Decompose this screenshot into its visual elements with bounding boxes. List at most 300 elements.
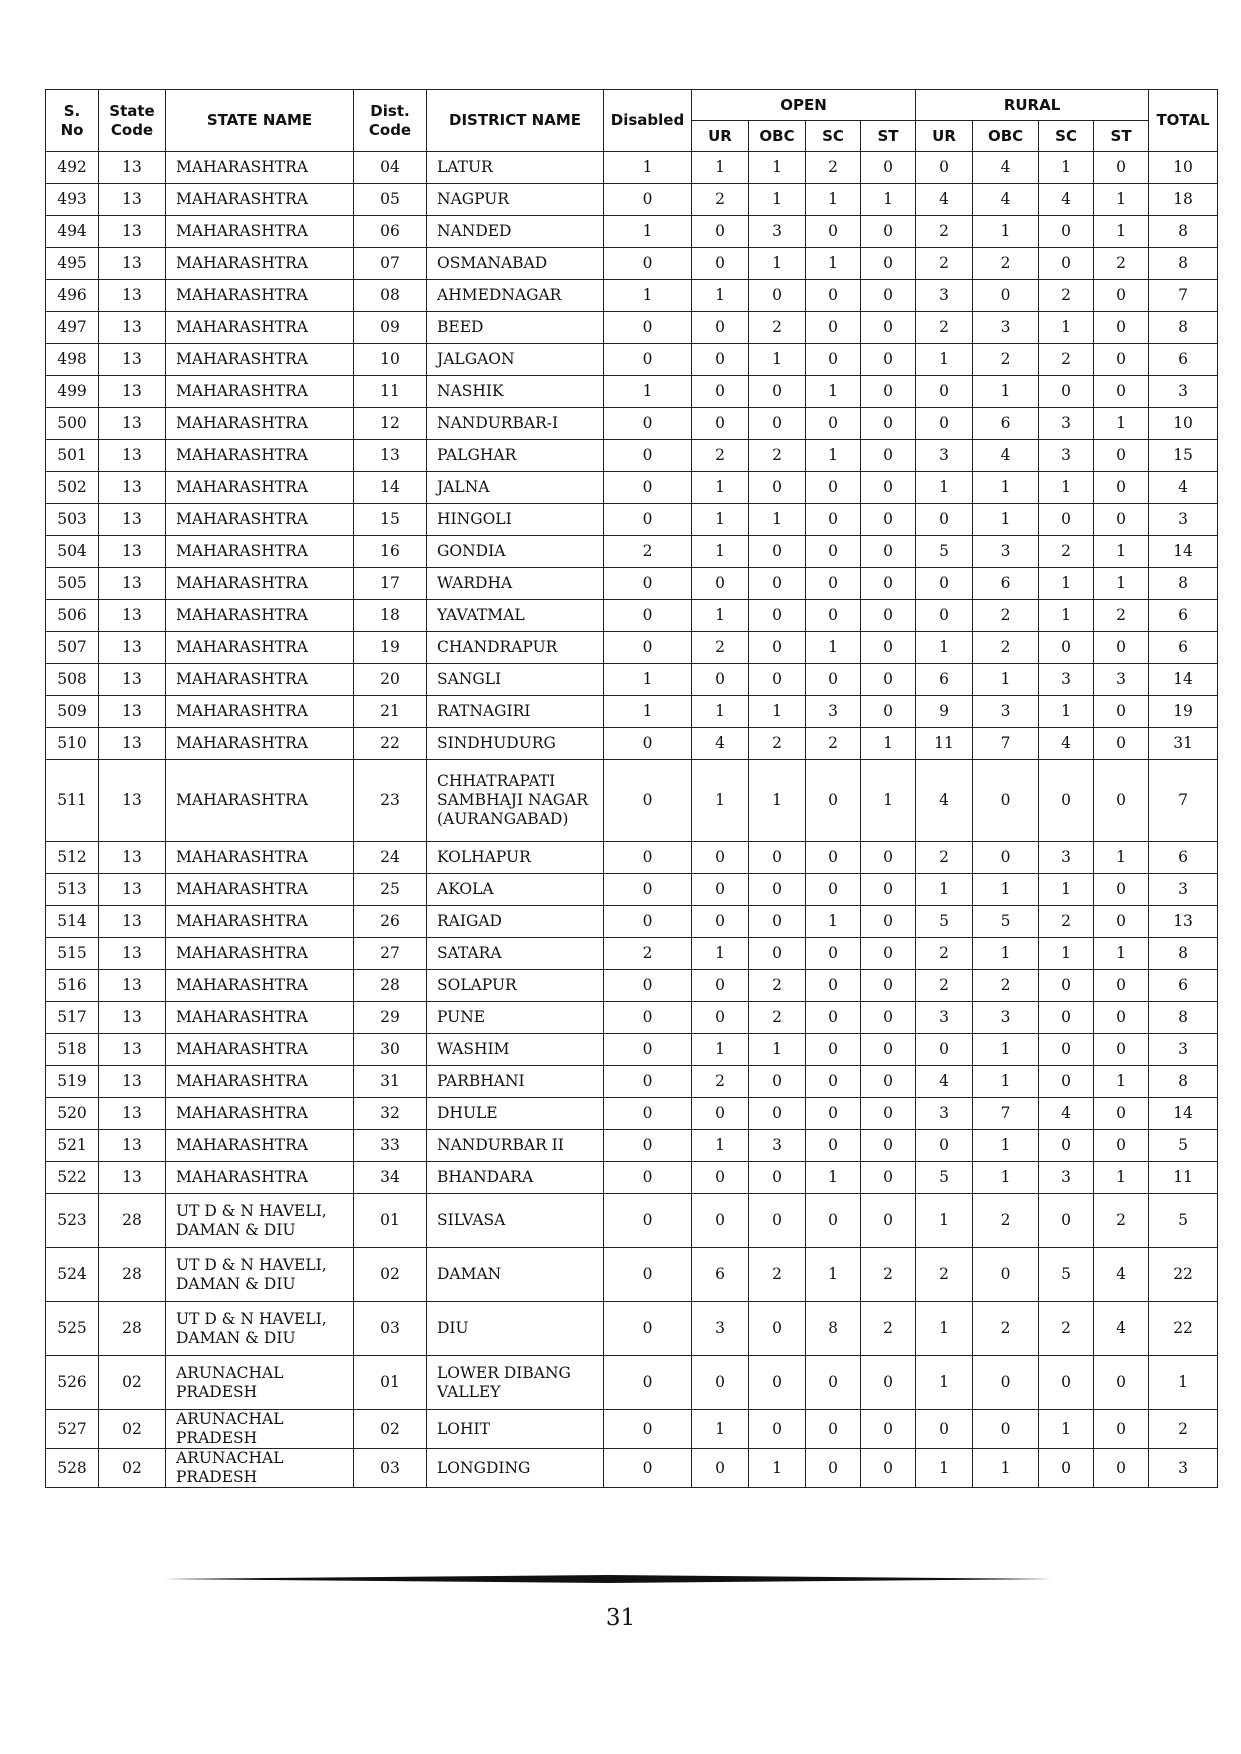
cell-open-obc: 1 xyxy=(749,152,806,184)
cell-dist-code: 11 xyxy=(354,376,427,408)
cell-disabled: 0 xyxy=(604,970,692,1002)
cell-open-ur: 1 xyxy=(692,280,749,312)
cell-open-ur: 1 xyxy=(692,472,749,504)
cell-state-name: UT D & N HAVELI, DAMAN & DIU xyxy=(166,1248,354,1302)
cell-dist-code: 33 xyxy=(354,1130,427,1162)
cell-state-name: MAHARASHTRA xyxy=(166,472,354,504)
cell-state-name: MAHARASHTRA xyxy=(166,1002,354,1034)
cell-state-name: MAHARASHTRA xyxy=(166,248,354,280)
cell-open-sc: 0 xyxy=(806,1098,861,1130)
cell-open-ur: 1 xyxy=(692,1130,749,1162)
cell-sno: 516 xyxy=(46,970,99,1002)
cell-sno: 507 xyxy=(46,632,99,664)
cell-rural-obc: 4 xyxy=(973,184,1039,216)
cell-rural-obc: 1 xyxy=(973,504,1039,536)
cell-rural-obc: 5 xyxy=(973,906,1039,938)
cell-open-sc: 8 xyxy=(806,1302,861,1356)
cell-disabled: 1 xyxy=(604,696,692,728)
cell-rural-sc: 5 xyxy=(1039,1248,1094,1302)
cell-open-obc: 0 xyxy=(749,600,806,632)
cell-dist-code: 07 xyxy=(354,248,427,280)
cell-state-code: 13 xyxy=(99,1034,166,1066)
cell-sno: 509 xyxy=(46,696,99,728)
cell-total: 4 xyxy=(1149,472,1218,504)
cell-rural-obc: 1 xyxy=(973,472,1039,504)
cell-open-st: 0 xyxy=(861,1410,916,1449)
cell-open-sc: 0 xyxy=(806,1410,861,1449)
cell-total: 11 xyxy=(1149,1162,1218,1194)
cell-open-st: 0 xyxy=(861,344,916,376)
cell-disabled: 0 xyxy=(604,1098,692,1130)
cell-rural-ur: 3 xyxy=(916,1002,973,1034)
cell-state-name: MAHARASHTRA xyxy=(166,1130,354,1162)
cell-total: 8 xyxy=(1149,568,1218,600)
cell-district-name: NASHIK xyxy=(427,376,604,408)
cell-rural-st: 3 xyxy=(1094,664,1149,696)
cell-disabled: 0 xyxy=(604,600,692,632)
cell-total: 5 xyxy=(1149,1194,1218,1248)
cell-district-name: HINGOLI xyxy=(427,504,604,536)
table-row xyxy=(46,1034,1218,1066)
cell-total: 8 xyxy=(1149,312,1218,344)
cell-disabled: 0 xyxy=(604,408,692,440)
cell-rural-obc: 4 xyxy=(973,440,1039,472)
table-row xyxy=(46,344,1218,376)
cell-dist-code: 32 xyxy=(354,1098,427,1130)
cell-state-code: 13 xyxy=(99,216,166,248)
cell-open-obc: 1 xyxy=(749,1449,806,1488)
cell-rural-ur: 0 xyxy=(916,568,973,600)
cell-open-ur: 1 xyxy=(692,760,749,842)
cell-state-code: 13 xyxy=(99,536,166,568)
cell-open-sc: 0 xyxy=(806,664,861,696)
cell-state-code: 13 xyxy=(99,568,166,600)
cell-state-code: 02 xyxy=(99,1449,166,1488)
cell-dist-code: 08 xyxy=(354,280,427,312)
cell-rural-obc: 0 xyxy=(973,1248,1039,1302)
cell-sno: 521 xyxy=(46,1130,99,1162)
cell-dist-code: 02 xyxy=(354,1410,427,1449)
cell-rural-ur: 0 xyxy=(916,408,973,440)
cell-rural-sc: 0 xyxy=(1039,1130,1094,1162)
cell-rural-sc: 2 xyxy=(1039,906,1094,938)
cell-sno: 517 xyxy=(46,1002,99,1034)
cell-dist-code: 01 xyxy=(354,1194,427,1248)
cell-state-code: 28 xyxy=(99,1302,166,1356)
cell-open-obc: 3 xyxy=(749,216,806,248)
cell-rural-sc: 3 xyxy=(1039,842,1094,874)
cell-rural-ur: 2 xyxy=(916,938,973,970)
cell-open-st: 0 xyxy=(861,440,916,472)
cell-sno: 504 xyxy=(46,536,99,568)
cell-state-name: MAHARASHTRA xyxy=(166,874,354,906)
cell-open-obc: 1 xyxy=(749,344,806,376)
cell-district-name: PALGHAR xyxy=(427,440,604,472)
cell-rural-st: 4 xyxy=(1094,1302,1149,1356)
cell-open-st: 0 xyxy=(861,216,916,248)
cell-state-name: MAHARASHTRA xyxy=(166,1162,354,1194)
cell-disabled: 0 xyxy=(604,760,692,842)
cell-district-name: BHANDARA xyxy=(427,1162,604,1194)
header-rural: RURAL xyxy=(916,90,1149,121)
table-row xyxy=(46,600,1218,632)
cell-rural-sc: 3 xyxy=(1039,1162,1094,1194)
cell-state-name: MAHARASHTRA xyxy=(166,216,354,248)
cell-dist-code: 18 xyxy=(354,600,427,632)
cell-open-st: 2 xyxy=(861,1302,916,1356)
cell-rural-sc: 1 xyxy=(1039,152,1094,184)
cell-disabled: 0 xyxy=(604,472,692,504)
cell-rural-sc: 0 xyxy=(1039,1356,1094,1410)
cell-open-ur: 0 xyxy=(692,408,749,440)
cell-rural-obc: 1 xyxy=(973,216,1039,248)
district-vacancy-table xyxy=(45,89,1218,1488)
cell-sno: 510 xyxy=(46,728,99,760)
cell-state-name: UT D & N HAVELI, DAMAN & DIU xyxy=(166,1194,354,1248)
cell-rural-ur: 0 xyxy=(916,152,973,184)
cell-state-name: MAHARASHTRA xyxy=(166,1098,354,1130)
cell-rural-ur: 2 xyxy=(916,1248,973,1302)
cell-dist-code: 12 xyxy=(354,408,427,440)
cell-rural-st: 1 xyxy=(1094,408,1149,440)
cell-disabled: 0 xyxy=(604,1034,692,1066)
cell-rural-obc: 3 xyxy=(973,696,1039,728)
cell-sno: 526 xyxy=(46,1356,99,1410)
cell-total: 14 xyxy=(1149,1098,1218,1130)
cell-rural-obc: 1 xyxy=(973,1066,1039,1098)
cell-open-obc: 2 xyxy=(749,1248,806,1302)
cell-rural-sc: 2 xyxy=(1039,344,1094,376)
table-row xyxy=(46,472,1218,504)
cell-open-st: 0 xyxy=(861,1162,916,1194)
table-row xyxy=(46,184,1218,216)
cell-open-ur: 1 xyxy=(692,536,749,568)
cell-sno: 523 xyxy=(46,1194,99,1248)
cell-open-sc: 0 xyxy=(806,216,861,248)
cell-rural-st: 2 xyxy=(1094,600,1149,632)
cell-rural-sc: 0 xyxy=(1039,1194,1094,1248)
cell-open-obc: 2 xyxy=(749,312,806,344)
cell-rural-ur: 0 xyxy=(916,504,973,536)
cell-district-name: RAIGAD xyxy=(427,906,604,938)
table-row xyxy=(46,536,1218,568)
cell-state-name: ARUNACHAL PRADESH xyxy=(166,1410,354,1449)
cell-open-st: 0 xyxy=(861,1034,916,1066)
cell-state-name: MAHARASHTRA xyxy=(166,696,354,728)
cell-total: 8 xyxy=(1149,248,1218,280)
cell-disabled: 1 xyxy=(604,376,692,408)
cell-rural-ur: 3 xyxy=(916,1098,973,1130)
cell-rural-st: 0 xyxy=(1094,1410,1149,1449)
cell-rural-obc: 1 xyxy=(973,1034,1039,1066)
cell-total: 10 xyxy=(1149,152,1218,184)
cell-open-sc: 1 xyxy=(806,184,861,216)
cell-open-obc: 2 xyxy=(749,1002,806,1034)
table-row xyxy=(46,568,1218,600)
cell-total: 22 xyxy=(1149,1302,1218,1356)
cell-open-sc: 0 xyxy=(806,1356,861,1410)
cell-open-ur: 0 xyxy=(692,312,749,344)
cell-state-code: 13 xyxy=(99,376,166,408)
table-row xyxy=(46,842,1218,874)
cell-open-ur: 2 xyxy=(692,440,749,472)
cell-rural-sc: 0 xyxy=(1039,760,1094,842)
cell-disabled: 0 xyxy=(604,344,692,376)
cell-rural-ur: 6 xyxy=(916,664,973,696)
cell-disabled: 0 xyxy=(604,1130,692,1162)
cell-state-name: MAHARASHTRA xyxy=(166,376,354,408)
cell-district-name: NANDURBAR-I xyxy=(427,408,604,440)
page-number: 31 xyxy=(605,1605,636,1631)
table-row xyxy=(46,760,1218,842)
cell-total: 3 xyxy=(1149,1449,1218,1488)
cell-open-ur: 1 xyxy=(692,1410,749,1449)
cell-rural-ur: 3 xyxy=(916,280,973,312)
header-total: TOTAL xyxy=(1149,90,1218,152)
cell-open-st: 1 xyxy=(861,184,916,216)
cell-open-ur: 2 xyxy=(692,1066,749,1098)
cell-disabled: 0 xyxy=(604,1002,692,1034)
cell-rural-obc: 1 xyxy=(973,376,1039,408)
cell-total: 6 xyxy=(1149,970,1218,1002)
header-disabled: Disabled xyxy=(604,90,692,152)
table-row xyxy=(46,280,1218,312)
cell-rural-ur: 1 xyxy=(916,472,973,504)
header-rural-st: ST xyxy=(1094,121,1149,152)
cell-sno: 528 xyxy=(46,1449,99,1488)
cell-state-name: MAHARASHTRA xyxy=(166,728,354,760)
cell-open-obc: 0 xyxy=(749,1302,806,1356)
cell-open-obc: 1 xyxy=(749,248,806,280)
cell-open-ur: 0 xyxy=(692,970,749,1002)
cell-open-obc: 0 xyxy=(749,842,806,874)
cell-open-obc: 0 xyxy=(749,906,806,938)
cell-district-name: SANGLI xyxy=(427,664,604,696)
cell-dist-code: 25 xyxy=(354,874,427,906)
cell-open-obc: 1 xyxy=(749,504,806,536)
cell-dist-code: 15 xyxy=(354,504,427,536)
cell-disabled: 1 xyxy=(604,664,692,696)
cell-open-ur: 0 xyxy=(692,216,749,248)
cell-dist-code: 17 xyxy=(354,568,427,600)
cell-rural-ur: 1 xyxy=(916,1449,973,1488)
cell-district-name: JALGAON xyxy=(427,344,604,376)
cell-open-st: 0 xyxy=(861,1449,916,1488)
cell-state-name: MAHARASHTRA xyxy=(166,664,354,696)
table-row xyxy=(46,376,1218,408)
cell-state-name: MAHARASHTRA xyxy=(166,504,354,536)
cell-dist-code: 02 xyxy=(354,1248,427,1302)
cell-district-name: NANDED xyxy=(427,216,604,248)
cell-rural-st: 0 xyxy=(1094,1130,1149,1162)
cell-sno: 527 xyxy=(46,1410,99,1449)
cell-rural-obc: 1 xyxy=(973,938,1039,970)
cell-rural-obc: 2 xyxy=(973,344,1039,376)
cell-rural-sc: 2 xyxy=(1039,280,1094,312)
cell-state-name: MAHARASHTRA xyxy=(166,152,354,184)
cell-dist-code: 34 xyxy=(354,1162,427,1194)
cell-total: 1 xyxy=(1149,1356,1218,1410)
cell-rural-ur: 0 xyxy=(916,376,973,408)
cell-dist-code: 05 xyxy=(354,184,427,216)
cell-sno: 524 xyxy=(46,1248,99,1302)
cell-open-ur: 1 xyxy=(692,600,749,632)
cell-disabled: 0 xyxy=(604,1194,692,1248)
cell-rural-sc: 1 xyxy=(1039,568,1094,600)
cell-disabled: 0 xyxy=(604,1449,692,1488)
cell-disabled: 0 xyxy=(604,1302,692,1356)
cell-district-name: PUNE xyxy=(427,1002,604,1034)
cell-rural-st: 0 xyxy=(1094,440,1149,472)
cell-total: 3 xyxy=(1149,1034,1218,1066)
cell-sno: 499 xyxy=(46,376,99,408)
cell-rural-st: 0 xyxy=(1094,970,1149,1002)
cell-open-st: 1 xyxy=(861,760,916,842)
cell-state-code: 13 xyxy=(99,472,166,504)
cell-rural-sc: 1 xyxy=(1039,600,1094,632)
cell-district-name: DAMAN xyxy=(427,1248,604,1302)
cell-rural-sc: 1 xyxy=(1039,696,1094,728)
cell-open-sc: 2 xyxy=(806,152,861,184)
cell-dist-code: 10 xyxy=(354,344,427,376)
cell-state-code: 13 xyxy=(99,408,166,440)
cell-rural-obc: 3 xyxy=(973,312,1039,344)
cell-open-obc: 2 xyxy=(749,440,806,472)
cell-open-ur: 2 xyxy=(692,632,749,664)
cell-open-ur: 0 xyxy=(692,1098,749,1130)
cell-open-obc: 1 xyxy=(749,760,806,842)
cell-rural-ur: 0 xyxy=(916,1130,973,1162)
cell-state-code: 13 xyxy=(99,152,166,184)
cell-open-st: 0 xyxy=(861,504,916,536)
cell-open-obc: 0 xyxy=(749,536,806,568)
cell-open-ur: 0 xyxy=(692,906,749,938)
cell-rural-st: 0 xyxy=(1094,152,1149,184)
cell-dist-code: 27 xyxy=(354,938,427,970)
cell-total: 5 xyxy=(1149,1130,1218,1162)
cell-state-code: 13 xyxy=(99,344,166,376)
header-sno: S. No xyxy=(46,90,99,152)
cell-rural-ur: 2 xyxy=(916,248,973,280)
cell-open-st: 0 xyxy=(861,408,916,440)
cell-rural-st: 0 xyxy=(1094,1449,1149,1488)
cell-open-sc: 1 xyxy=(806,632,861,664)
cell-open-obc: 1 xyxy=(749,1034,806,1066)
cell-state-name: MAHARASHTRA xyxy=(166,970,354,1002)
cell-open-sc: 0 xyxy=(806,600,861,632)
cell-rural-obc: 1 xyxy=(973,1130,1039,1162)
cell-open-obc: 0 xyxy=(749,1356,806,1410)
cell-open-st: 0 xyxy=(861,1130,916,1162)
cell-rural-ur: 1 xyxy=(916,1356,973,1410)
cell-district-name: KOLHAPUR xyxy=(427,842,604,874)
cell-dist-code: 28 xyxy=(354,970,427,1002)
cell-rural-sc: 4 xyxy=(1039,728,1094,760)
header-open-obc: OBC xyxy=(749,121,806,152)
cell-disabled: 0 xyxy=(604,906,692,938)
cell-rural-st: 0 xyxy=(1094,312,1149,344)
cell-total: 8 xyxy=(1149,938,1218,970)
table-row xyxy=(46,248,1218,280)
cell-open-sc: 0 xyxy=(806,280,861,312)
cell-state-code: 13 xyxy=(99,760,166,842)
table-row xyxy=(46,1130,1218,1162)
cell-state-name: MAHARASHTRA xyxy=(166,906,354,938)
cell-rural-sc: 0 xyxy=(1039,1449,1094,1488)
cell-disabled: 0 xyxy=(604,842,692,874)
cell-open-st: 0 xyxy=(861,1002,916,1034)
cell-district-name: BEED xyxy=(427,312,604,344)
cell-state-name: MAHARASHTRA xyxy=(166,568,354,600)
cell-rural-ur: 11 xyxy=(916,728,973,760)
cell-sno: 513 xyxy=(46,874,99,906)
cell-open-obc: 0 xyxy=(749,568,806,600)
cell-open-st: 0 xyxy=(861,1098,916,1130)
cell-rural-obc: 3 xyxy=(973,536,1039,568)
cell-rural-st: 0 xyxy=(1094,906,1149,938)
cell-rural-obc: 2 xyxy=(973,600,1039,632)
cell-open-st: 0 xyxy=(861,1066,916,1098)
cell-district-name: SOLAPUR xyxy=(427,970,604,1002)
table-row xyxy=(46,1002,1218,1034)
table-row xyxy=(46,312,1218,344)
cell-state-code: 13 xyxy=(99,664,166,696)
cell-rural-sc: 3 xyxy=(1039,664,1094,696)
cell-dist-code: 31 xyxy=(354,1066,427,1098)
cell-rural-st: 0 xyxy=(1094,1098,1149,1130)
cell-rural-st: 2 xyxy=(1094,248,1149,280)
cell-open-ur: 1 xyxy=(692,1034,749,1066)
cell-open-ur: 0 xyxy=(692,842,749,874)
cell-district-name: NAGPUR xyxy=(427,184,604,216)
cell-open-ur: 1 xyxy=(692,696,749,728)
cell-rural-st: 1 xyxy=(1094,1066,1149,1098)
cell-open-st: 1 xyxy=(861,728,916,760)
cell-open-ur: 0 xyxy=(692,344,749,376)
cell-open-sc: 0 xyxy=(806,970,861,1002)
cell-open-ur: 3 xyxy=(692,1302,749,1356)
cell-district-name: WASHIM xyxy=(427,1034,604,1066)
cell-district-name: DHULE xyxy=(427,1098,604,1130)
cell-district-name: OSMANABAD xyxy=(427,248,604,280)
cell-open-obc: 0 xyxy=(749,664,806,696)
cell-rural-st: 1 xyxy=(1094,536,1149,568)
cell-total: 15 xyxy=(1149,440,1218,472)
cell-open-ur: 0 xyxy=(692,248,749,280)
cell-open-st: 0 xyxy=(861,938,916,970)
table-row xyxy=(46,938,1218,970)
cell-open-obc: 3 xyxy=(749,1130,806,1162)
cell-open-st: 0 xyxy=(861,248,916,280)
cell-disabled: 0 xyxy=(604,1248,692,1302)
cell-disabled: 0 xyxy=(604,568,692,600)
table-row xyxy=(46,1248,1218,1302)
cell-rural-obc: 4 xyxy=(973,152,1039,184)
cell-rural-sc: 1 xyxy=(1039,312,1094,344)
cell-rural-obc: 0 xyxy=(973,1410,1039,1449)
cell-dist-code: 06 xyxy=(354,216,427,248)
cell-open-obc: 0 xyxy=(749,1410,806,1449)
cell-open-ur: 0 xyxy=(692,1449,749,1488)
cell-open-st: 0 xyxy=(861,376,916,408)
cell-disabled: 0 xyxy=(604,874,692,906)
cell-district-name: YAVATMAL xyxy=(427,600,604,632)
cell-total: 8 xyxy=(1149,216,1218,248)
cell-disabled: 0 xyxy=(604,248,692,280)
cell-state-name: MAHARASHTRA xyxy=(166,440,354,472)
cell-rural-sc: 1 xyxy=(1039,938,1094,970)
cell-rural-obc: 0 xyxy=(973,280,1039,312)
